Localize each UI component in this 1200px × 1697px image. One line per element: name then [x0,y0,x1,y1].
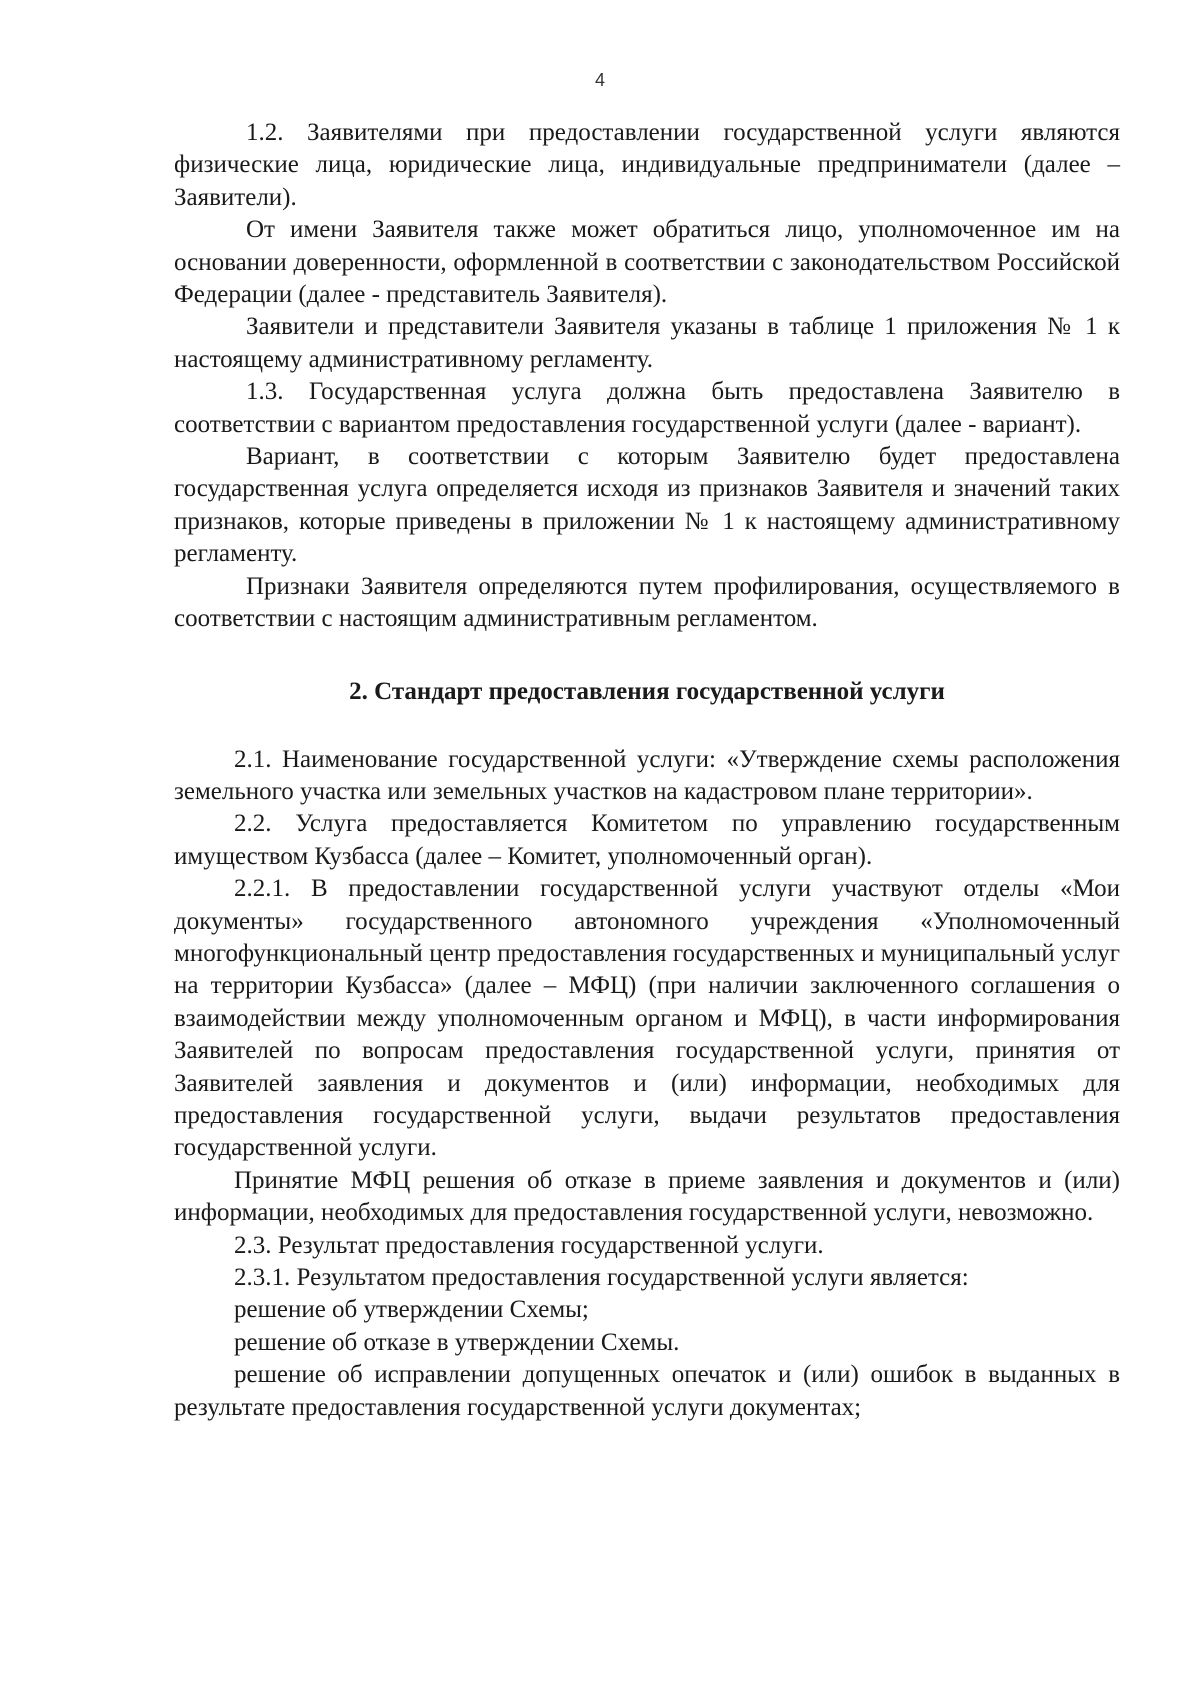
page-number: 4 [594,70,605,90]
paragraph-2-1: 2.1. Наименование государственной услуги: «Утверждение схемы расположения земельного участка или земельных участков на кадастровом плане территории». [174,745,1120,805]
paragraph-representative: От имени Заявителя также может обратиться лицо, уполномоченное им на основании доверенности, оформленной в соответствии с законодательством Российской Федерации (далее - представитель Заявителя). [174,216,1120,309]
paragraph-mfc-refusal: Принятие МФЦ решения об отказе в приеме заявления и документов и (или) информации, необходимых для предоставления государственной услуги, невозможно. [174,1166,1120,1227]
paragraph-1-2: 1.2. Заявителями при предоставлении государственной услуги являются физические лица, юридические лица, индивидуальные предприниматели (далее – Заявители). [174,119,1120,211]
paragraph-variant: Вариант, в соответствии с которым Заявителю будет предоставлена государственная услуга определяется исходя из признаков Заявителя и значений таких признаков, которые приведены в приложении № 1 к настоящему административному регламенту. [174,443,1120,568]
paragraph-2-2-1: 2.2.1. В предоставлении государственной услуги участвуют отделы «Мои документы» государственного автономного учреждения «Уполномоченный многофункциональный центр предоставления государственных и муниципальный услуг на территории Кузбасса» (далее – МФЦ) (при наличии заключенного соглашения о взаимодействии между уполномоченным органом и МФЦ), в части информирования Заявителей по вопросам предоставления государственной услуги, принятия от Заявителей заявления и документов и (или) информации, необходимых для предоставления государственной услуги, выдачи результатов предоставления государственной услуги. [174,875,1120,1162]
paragraph-1-3: 1.3. Государственная услуга должна быть предоставлена Заявителю в соответствии с вариантом предоставления государственной услуги (далее - вариант). [174,378,1120,438]
result-item-corrections: решение об исправлении допущенных опечаток и (или) ошибок в выданных в результате предоставления государственной услуги документах; [174,1361,1120,1421]
paragraph-profiling: Признаки Заявителя определяются путем профилирования, осуществляемого в соответствии с настоящим административным регламентом. [174,572,1120,633]
paragraph-2-3: 2.3. Результат предоставления государственной услуги. [234,1231,824,1259]
paragraph-2-2: 2.2. Услуга предоставляется Комитетом по управлению государственным имуществом Кузбасса (далее – Комитет, уполномоченный орган). [174,810,1120,870]
paragraph-applicants-table: Заявители и представители Заявителя указаны в таблице 1 приложения № 1 к настоящему административному регламенту. [174,313,1120,373]
section-heading: 2. Стандарт предоставления государственной услуги [349,677,945,705]
document-body [174,117,1120,1424]
paragraph-2-3-1: 2.3.1. Результатом предоставления государственной услуги является: [234,1264,969,1291]
result-item-refusal: решение об отказе в утверждении Схемы. [234,1328,680,1356]
result-item-approval: решение об утверждении Схемы; [234,1296,589,1324]
